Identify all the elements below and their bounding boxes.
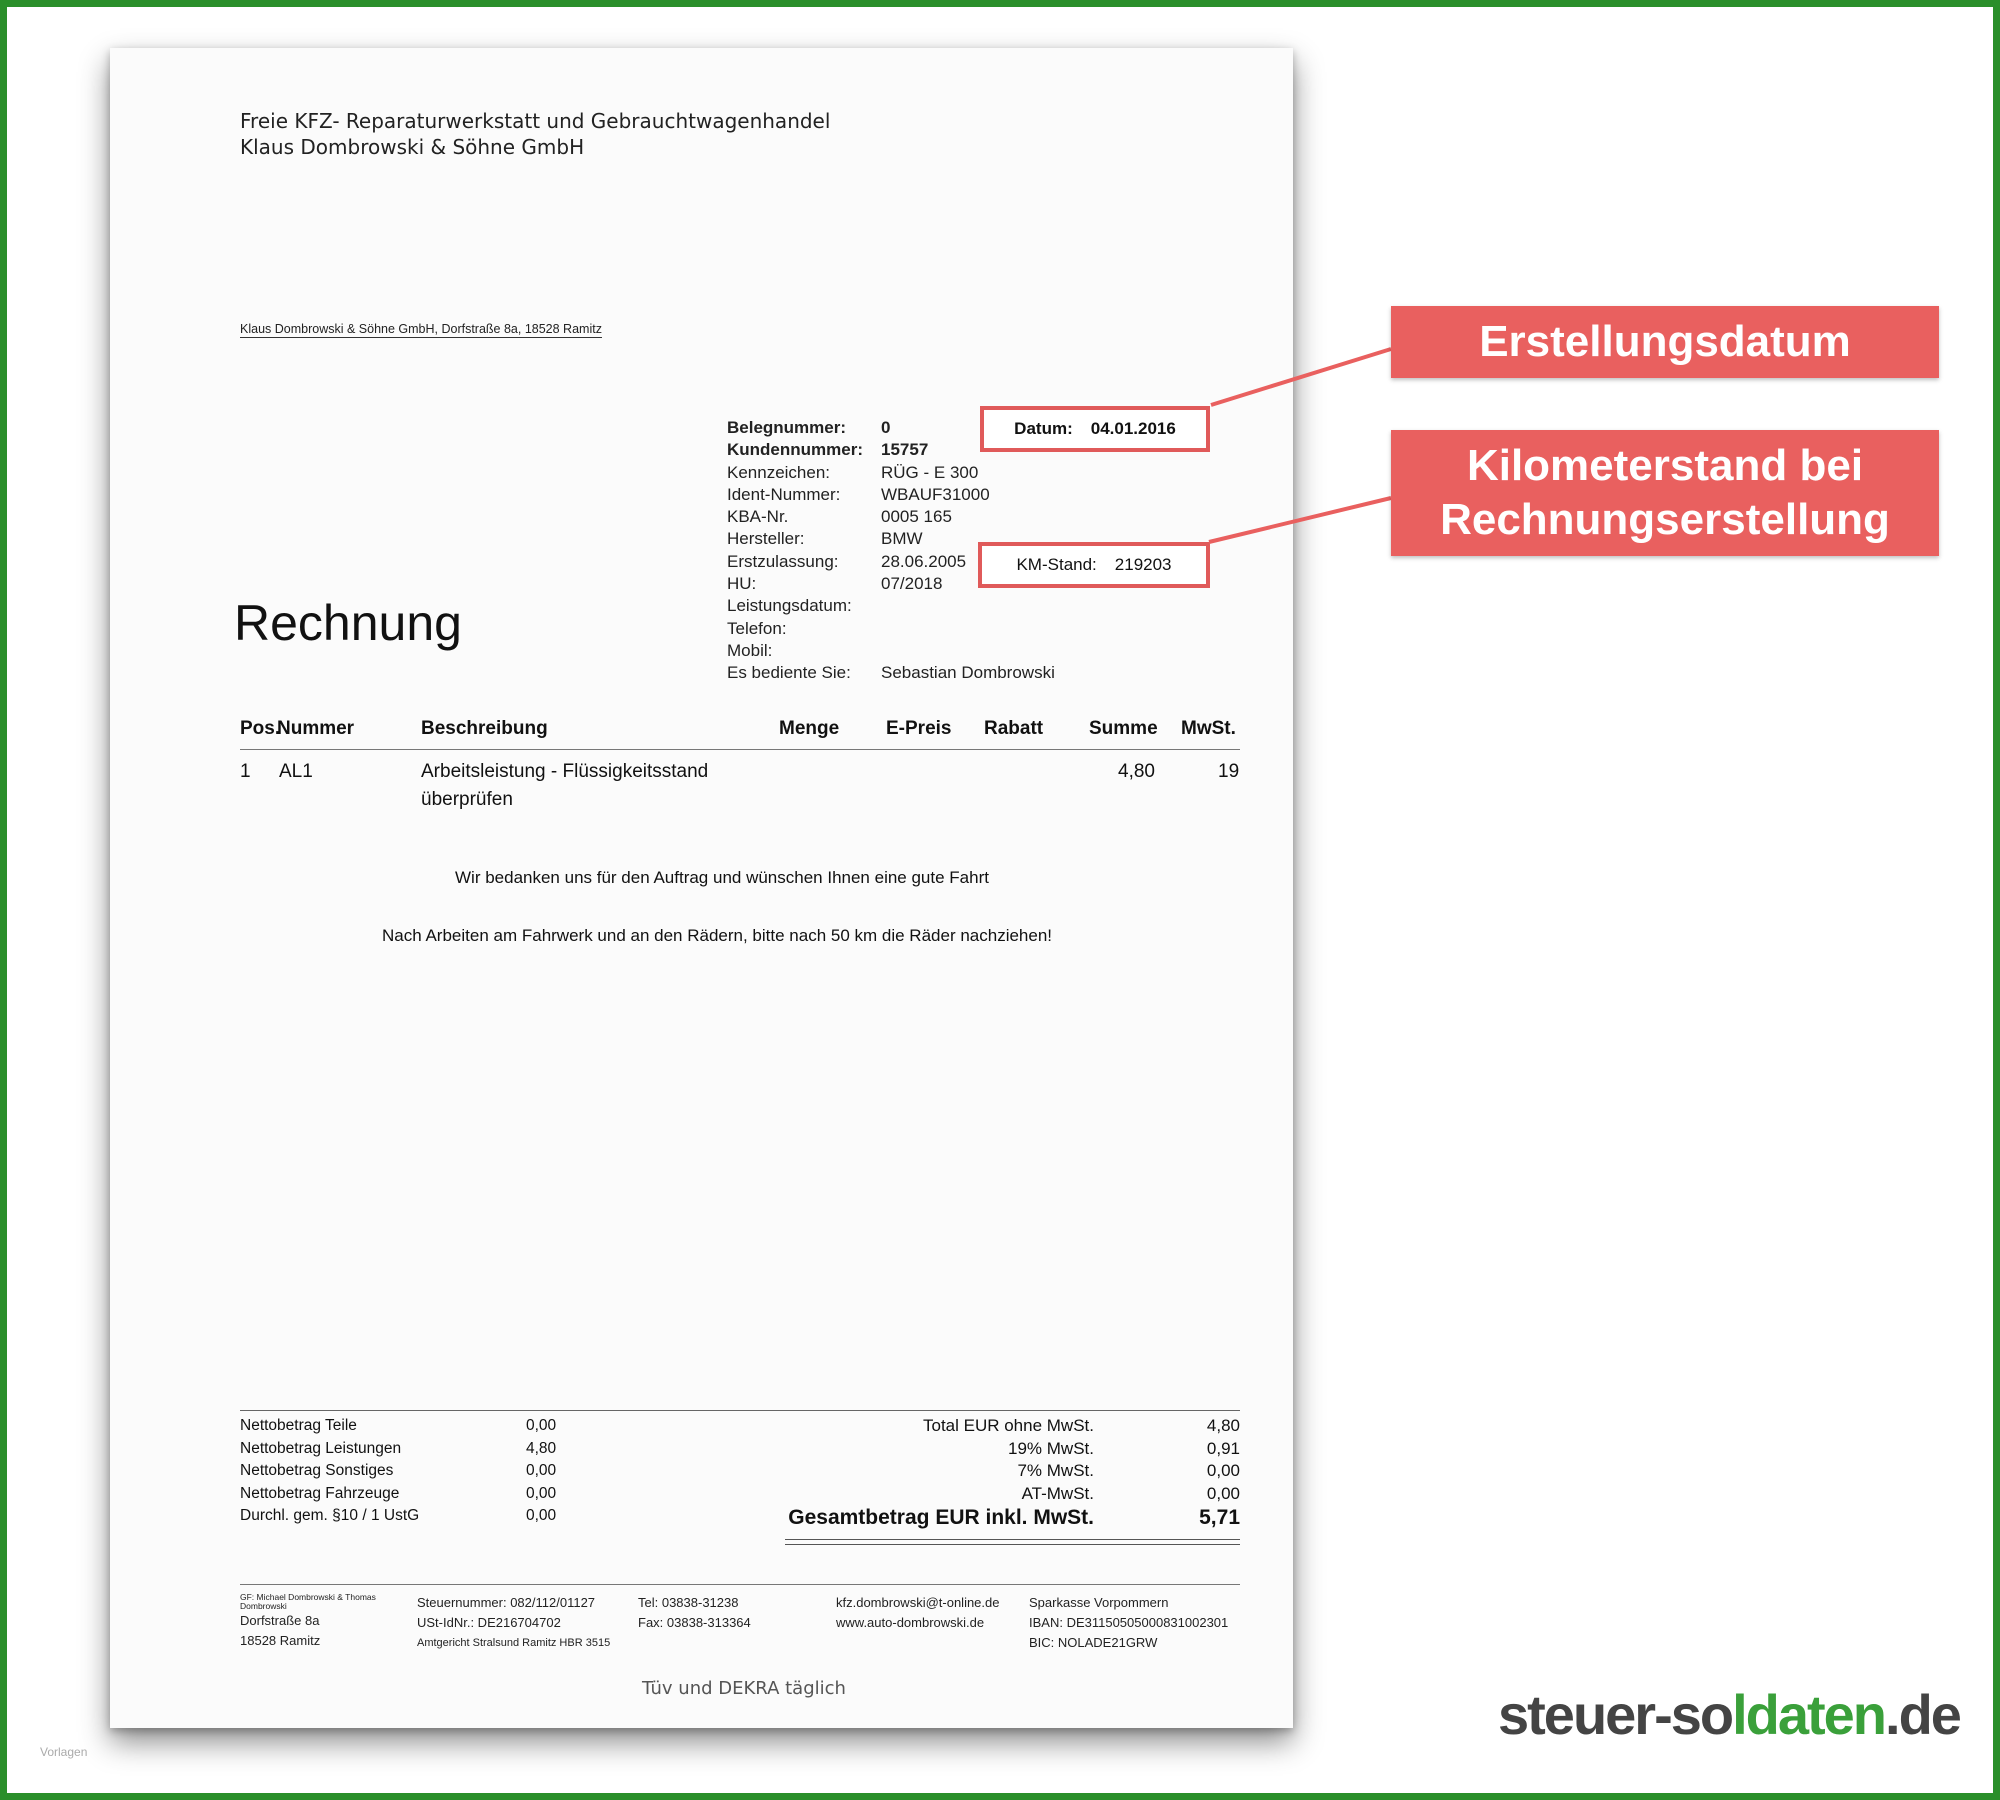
- company-line-1: Freie KFZ- Reparaturwerkstatt und Gebrauchtwagenhandel: [240, 109, 831, 133]
- footer-gf: GF: Michael Dombrowski & Thomas Dombrowski: [240, 1592, 376, 1611]
- row-mwst: 19: [1218, 761, 1240, 782]
- row-summe: 4,80: [1118, 761, 1155, 782]
- info-row-kba: KBA-Nr. 0005 165: [727, 507, 952, 527]
- info-row-kennzeichen: Kennzeichen: RÜG - E 300: [727, 462, 979, 482]
- info-row-telefon: Telefon:: [727, 618, 787, 638]
- footer-city: 18528 Ramitz: [240, 1633, 321, 1648]
- footer-tel: Tel: 03838-31238: [638, 1595, 739, 1610]
- callout-kilometerstand: [1391, 430, 1939, 556]
- callout-line-km: [1209, 498, 1391, 542]
- datum-label: Datum:: [1014, 419, 1073, 438]
- brand-logo: steuer-soldaten.de: [1498, 1683, 1960, 1746]
- info-row-ident: Ident-Nummer: WBAUF31000: [727, 484, 990, 504]
- sender-address-line: Klaus Dombrowski & Söhne GmbH, Dorfstraße 8a, 18528 Ramitz: [240, 322, 602, 336]
- info-row-leistungsdatum: Leistungsdatum:: [727, 596, 852, 616]
- footer-iban: IBAN: DE31150505000831002301: [1029, 1615, 1229, 1630]
- info-row-hu: HU: 07/2018: [727, 574, 943, 594]
- info-row-hersteller: Hersteller: BMW: [727, 529, 923, 549]
- col-summe: Summe: [1089, 718, 1158, 739]
- watermark-text: Vorlagen: [40, 1745, 88, 1759]
- row-nummer: AL1: [279, 761, 313, 782]
- col-nummer: Nummer: [277, 718, 355, 739]
- info-row-mobil: Mobil:: [727, 640, 773, 660]
- callout-line-datum: [1211, 349, 1391, 405]
- footer-ustid: USt-IdNr.: DE216704702: [417, 1615, 561, 1630]
- netto-row: Nettobetrag Teile 0,00: [240, 1417, 557, 1434]
- callout-erstellungsdatum: Erstellungsdatum: [1391, 306, 1939, 378]
- footer-fax: Fax: 03838-313364: [638, 1615, 751, 1630]
- col-mwst: MwSt.: [1181, 718, 1236, 739]
- wheel-note: Nach Arbeiten am Fahrwerk und an den Rädern, bitte nach 50 km die Räder nachziehen!: [382, 926, 1053, 945]
- summary-row: 7% MwSt. 0,00: [1017, 1461, 1240, 1480]
- netto-row: Durchl. gem. §10 / 1 UstG 0,00: [240, 1507, 557, 1524]
- km-stand-label: KM-Stand:: [1016, 555, 1097, 574]
- summary-row: Total EUR ohne MwSt. 4,80: [922, 1416, 1240, 1435]
- footer-web: www.auto-dombrowski.de: [836, 1615, 985, 1630]
- col-beschreibung: Beschreibung: [421, 718, 548, 739]
- footer-email: kfz.dombrowski@t-online.de: [836, 1595, 1000, 1610]
- row-beschreibung-line-1: Arbeitsleistung - Flüssigkeitsstand: [421, 761, 709, 782]
- grand-total-row: Gesamtbetrag EUR inkl. MwSt. 5,71: [788, 1506, 1240, 1529]
- col-epreis: E-Preis: [886, 718, 952, 739]
- company-line-2: Klaus Dombrowski & Söhne GmbH: [240, 135, 585, 159]
- info-row-kundennummer: Kundennummer: 15757: [727, 440, 929, 460]
- footer-street: Dorfstraße 8a: [240, 1613, 320, 1628]
- km-stand-value: 219203: [1114, 555, 1172, 574]
- datum-value: 04.01.2016: [1090, 419, 1176, 438]
- thank-you-note: Wir bedanken uns für den Auftrag und wünschen Ihnen eine gute Fahrt: [455, 868, 989, 887]
- row-pos: 1: [240, 761, 251, 782]
- row-beschreibung-line-2: überprüfen: [421, 789, 513, 810]
- footer-amtsgericht: Amtgericht Stralsund Ramitz HBR 3515: [417, 1637, 611, 1649]
- footer-tagline: Tüv und DEKRA täglich: [642, 1678, 846, 1699]
- footer-steuernummer: Steuernummer: 082/112/01127: [417, 1595, 596, 1610]
- document-title: Rechnung: [234, 595, 462, 651]
- footer-bank-name: Sparkasse Vorpommern: [1029, 1595, 1169, 1610]
- summary-row: AT-MwSt. 0,00: [1021, 1483, 1240, 1503]
- col-menge: Menge: [779, 718, 840, 739]
- col-rabatt: Rabatt: [984, 718, 1044, 739]
- info-row-erstzulassung: Erstzulassung: 28.06.2005: [727, 551, 967, 571]
- info-row-bediente: Es bediente Sie: Sebastian Dombrowski: [727, 663, 1055, 683]
- info-row-belegnummer: Belegnummer: 0: [727, 418, 891, 437]
- callout-kilometerstand-line-2: Rechnungserstellung: [1440, 495, 1890, 544]
- netto-row: Nettobetrag Leistungen 4,80: [240, 1439, 557, 1457]
- netto-row: Nettobetrag Fahrzeuge 0,00: [240, 1484, 557, 1502]
- footer-bic: BIC: NOLADE21GRW: [1029, 1635, 1158, 1650]
- callout-kilometerstand-line-1: Kilometerstand bei: [1466, 441, 1864, 490]
- col-pos: Pos.: [240, 718, 281, 739]
- netto-row: Nettobetrag Sonstiges 0,00: [240, 1462, 557, 1479]
- summary-row: 19% MwSt. 0,91: [1008, 1438, 1240, 1458]
